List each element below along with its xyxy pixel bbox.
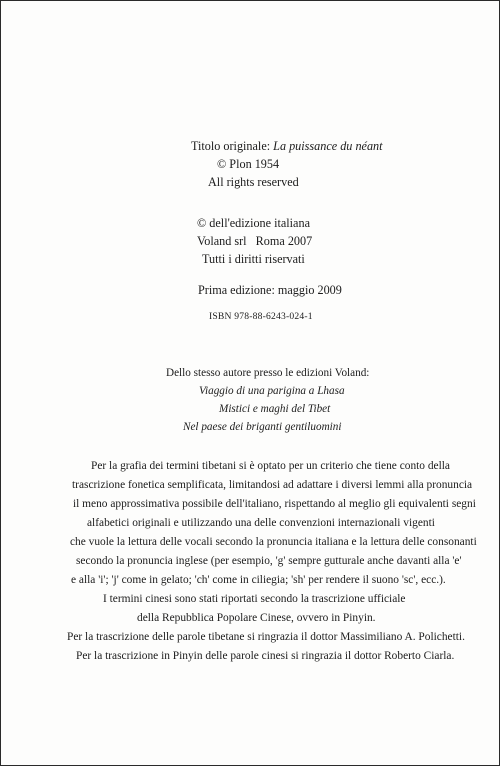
note-line: della Repubblica Popolare Cinese, ovvero in Pinyin.: [137, 612, 376, 624]
first-edition: Prima edizione: maggio 2009: [198, 283, 342, 297]
isbn: ISBN 978-88-6243-024-1: [209, 311, 313, 322]
original-rights: All rights reserved: [208, 175, 299, 189]
original-title: La puissance du néant: [273, 139, 383, 153]
note-line: che vuole la lettura delle vocali secondo la pronuncia italiana e la lettura delle consonanti: [70, 536, 477, 548]
note-line: Per la trascrizione delle parole tibetane si ringrazia il dottor Massimiliano A. Polichetti.: [67, 631, 465, 643]
note-line: Per la grafia dei termini tibetani si è optato per un criterio che tiene conto della: [91, 460, 450, 472]
note-line: alfabetici originali e utilizzando una delle convenzioni internazionali vigenti: [87, 517, 435, 529]
original-publisher: © Plon 1954: [217, 157, 280, 171]
italian-edition-label: © dell'edizione italiana: [197, 216, 310, 230]
original-title-line: [191, 140, 383, 152]
other-works-heading: Dello stesso autore presso le edizioni Voland:: [166, 367, 370, 379]
note-line: secondo la pronuncia inglese (per esempio, 'g' sempre gutturale anche davanti alla 'e': [76, 555, 462, 567]
other-work-title: Viaggio di una parigina a Lhasa: [199, 385, 345, 397]
note-line: Per la trascrizione in Pinyin delle parole cinesi si ringrazia il dottor Roberto Ciarla.: [76, 650, 455, 662]
note-line: I termini cinesi sono stati riportati secondo la trascrizione ufficiale: [103, 593, 406, 605]
original-title-label: Titolo originale:: [191, 139, 271, 153]
note-line: il meno approssimativa possibile dell'italiano, rispettando al meglio gli equivalenti segni: [73, 498, 476, 510]
note-line: e alla 'i'; 'j' come in gelato; 'ch' come in ciliegia; 'sh' per rendere il suono 'sc', ecc.).: [71, 574, 446, 586]
other-work-title: Mistici e maghi del Tibet: [219, 403, 331, 415]
other-work-title: Nel paese dei briganti gentiluomini: [183, 421, 342, 433]
note-line: trascrizione fonetica semplificata, limitandosi ad adattare i diversi lemmi alla pronuncia: [72, 479, 473, 491]
italian-rights: Tutti i diritti riservati: [202, 252, 305, 266]
italian-publisher: Voland srl Roma 2007: [197, 234, 313, 248]
